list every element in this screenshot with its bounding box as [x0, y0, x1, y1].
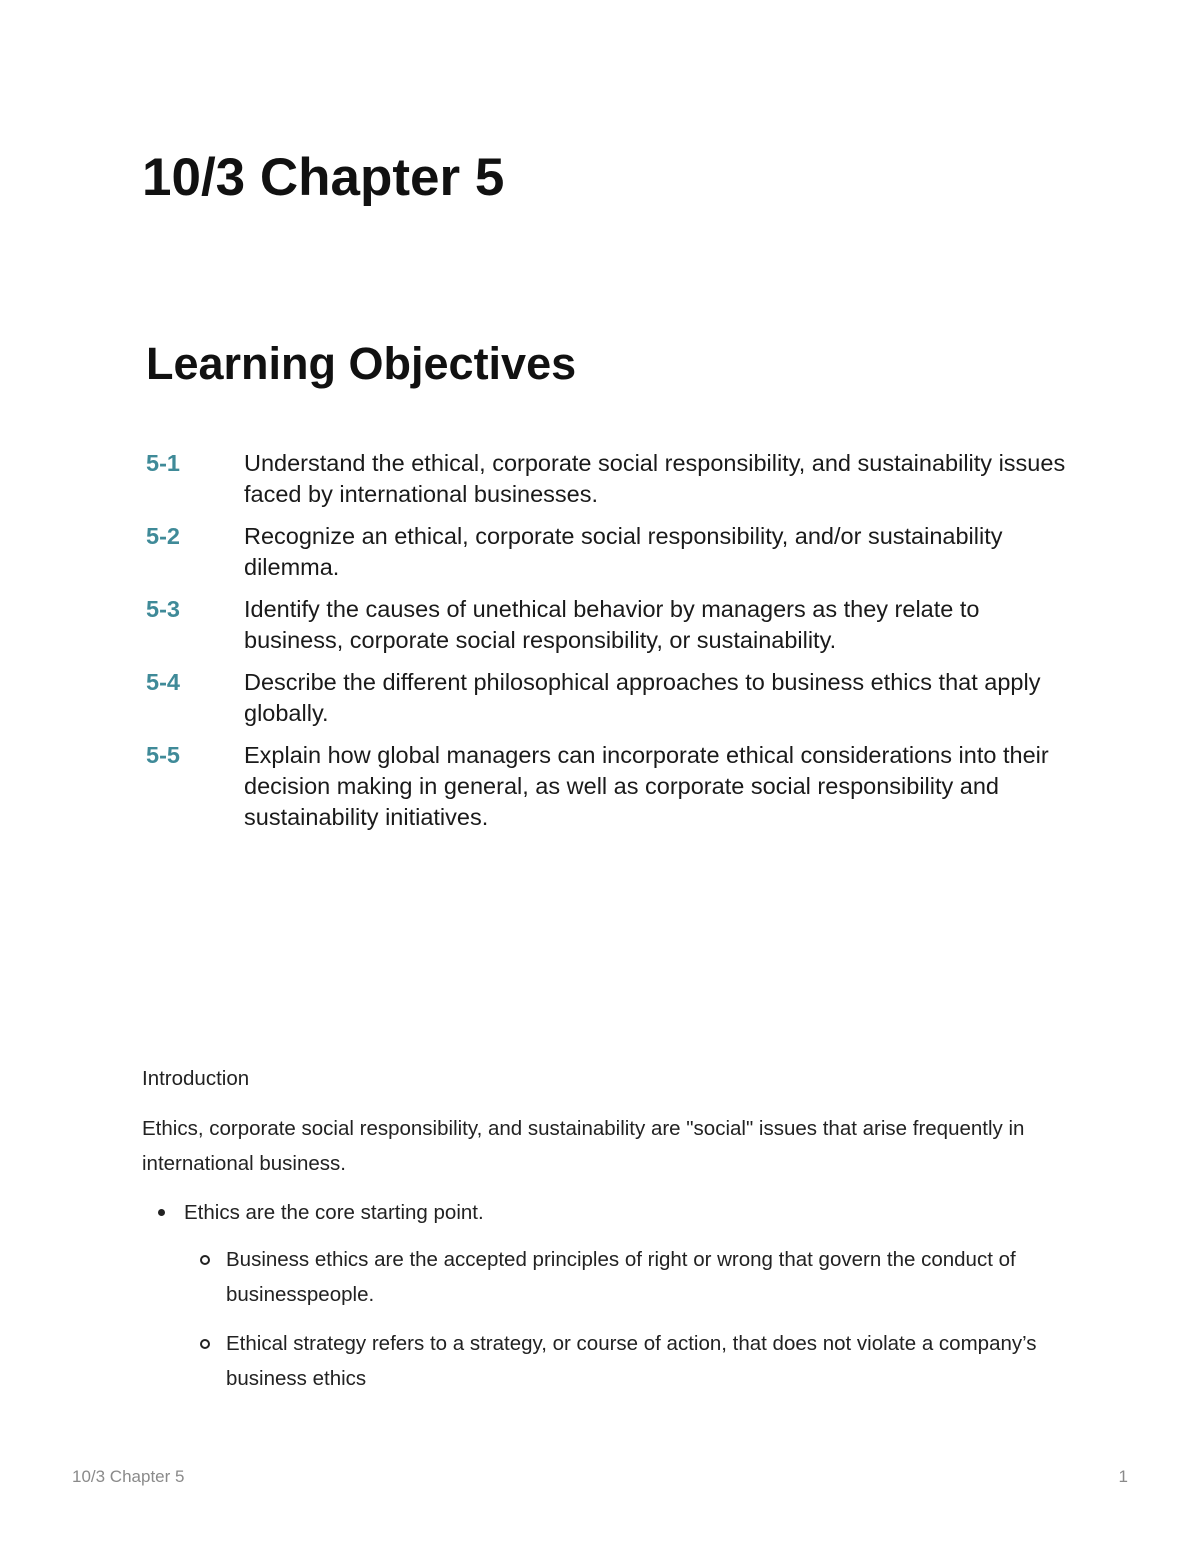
objective-item: [146, 448, 1066, 510]
objective-item: [146, 594, 1066, 656]
introduction-section: [142, 1064, 1062, 1410]
page-title: 10/3 Chapter 5: [142, 148, 505, 207]
bullet-list: [142, 1195, 1062, 1230]
learning-objectives-heading: Learning Objectives: [146, 338, 577, 389]
objective-text: Understand the ethical, corporate social responsibility, and sustainability issues faced by international businesses.: [244, 450, 1066, 507]
objective-number: 5-2: [146, 523, 180, 549]
bullet-ring-icon: [200, 1339, 210, 1349]
objective-number: 5-4: [146, 669, 180, 695]
bullet-ring-icon: [200, 1255, 210, 1265]
objective-text: Describe the different philosophical approaches to business ethics that apply globally.: [244, 669, 1041, 726]
objective-item: [146, 521, 1066, 583]
objective-number: 5-3: [146, 596, 180, 622]
objective-number: 5-5: [146, 742, 180, 768]
bullet-text: Ethics are the core starting point.: [184, 1201, 484, 1224]
objective-text: Recognize an ethical, corporate social responsibility, and/or sustainability dilemma.: [244, 523, 1003, 580]
objective-number: 5-1: [146, 450, 180, 476]
bullet-dot-icon: [158, 1209, 165, 1216]
sub-bullet-item: [142, 1242, 1062, 1312]
objective-text: Identify the causes of unethical behavior by managers as they relate to business, corporate social responsibility, or sustainability.: [244, 596, 980, 653]
learning-objectives-section: [146, 336, 1066, 830]
objective-item: [146, 740, 1066, 833]
sub-bullet-text: Ethical strategy refers to a strategy, or course of action, that does not violate a company’s business ethics: [226, 1332, 1037, 1390]
introduction-paragraph: Ethics, corporate social responsibility, and sustainability are "social" issues that arise frequently in international business.: [142, 1117, 1025, 1175]
sub-bullet-list: [142, 1242, 1062, 1396]
sub-bullet-text: Business ethics are the accepted principles of right or wrong that govern the conduct of businesspeople.: [226, 1248, 1016, 1306]
introduction-label: Introduction: [142, 1067, 250, 1090]
bullet-item: [142, 1195, 1062, 1230]
objective-text: Explain how global managers can incorporate ethical considerations into their decision making in general, as well as corporate social responsibility and sustainability initiatives.: [244, 742, 1049, 830]
objectives-list: [146, 448, 1066, 844]
sub-bullet-item: [142, 1326, 1062, 1396]
footer-document-title: 10/3 Chapter 5: [72, 1467, 185, 1486]
footer-page-number: 1: [1118, 1467, 1128, 1486]
objective-item: [146, 667, 1066, 729]
